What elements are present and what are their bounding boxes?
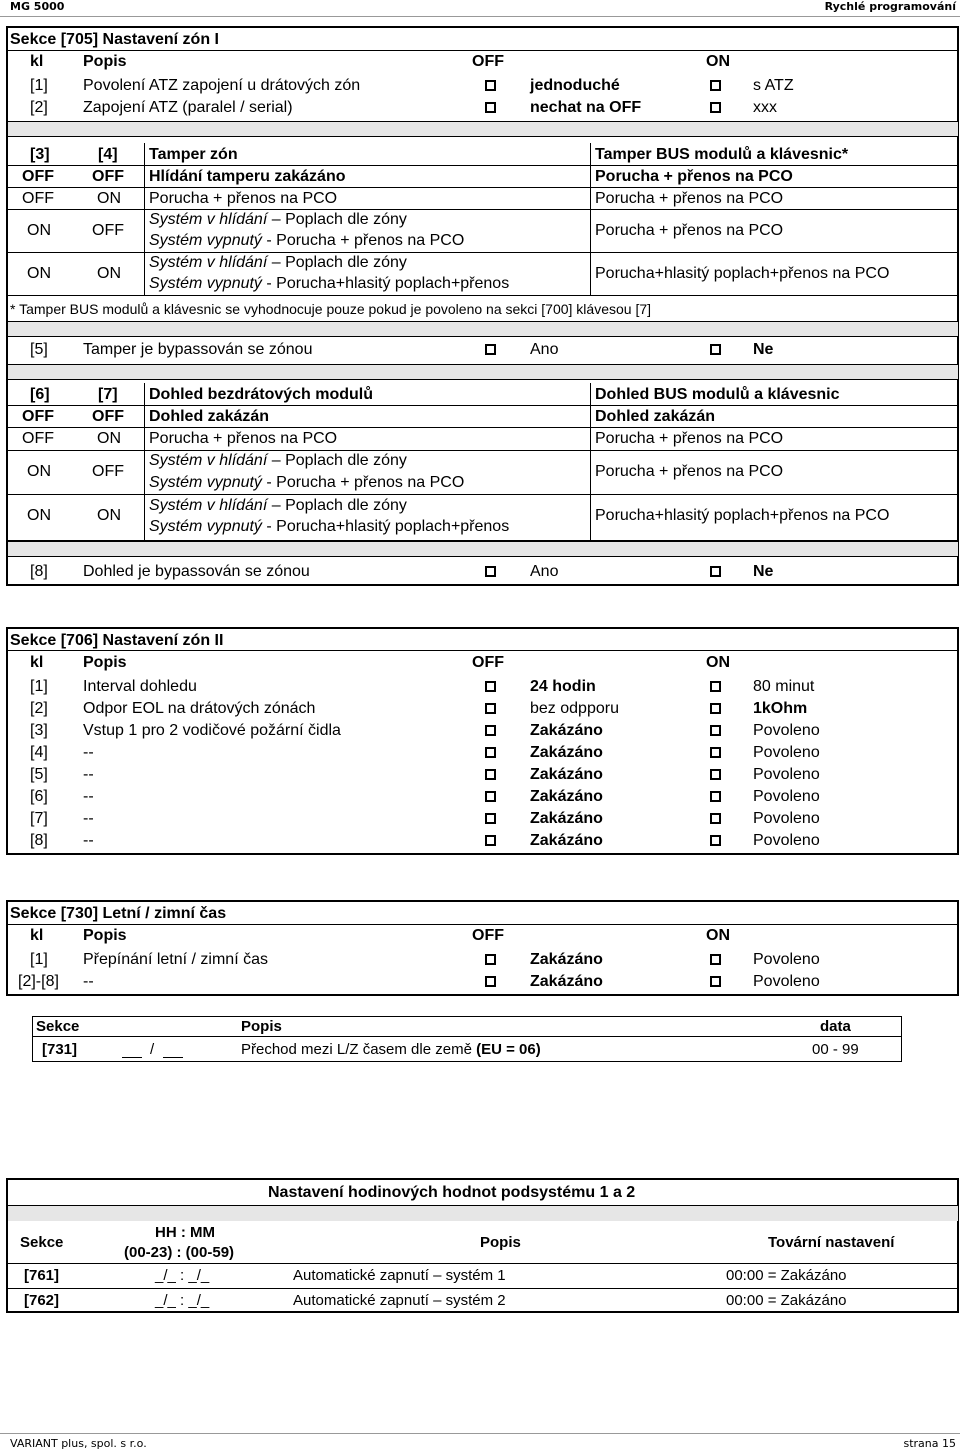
checkbox-off[interactable]: [485, 769, 496, 780]
row-key: [5]: [30, 341, 48, 358]
divider: [8, 187, 958, 188]
tamper-d-line2: [149, 274, 509, 294]
tamper-c-line2: [149, 231, 464, 251]
hours-row-popis: Automatické zapnutí – systém 1: [293, 1267, 506, 1284]
row-desc: Vstup 1 pro 2 vodičové požární čidla: [83, 722, 341, 739]
separator-band: [8, 1205, 958, 1221]
checkbox-off[interactable]: [485, 80, 496, 91]
option-on: Povoleno: [753, 744, 820, 761]
s731-data: 00 - 99: [812, 1041, 859, 1058]
divider: [8, 1288, 958, 1289]
section-730-title: Sekce [730] Letní / zimní čas: [10, 905, 227, 922]
mode-disarmed: Systém vypnutý: [149, 474, 262, 491]
dohled-c-right: Porucha + přenos na PCO: [595, 463, 784, 480]
tamper-c3: ON: [27, 222, 51, 239]
row-desc: Interval dohledu: [83, 678, 197, 695]
option-off: 24 hodin: [530, 678, 596, 695]
tamper-d-right: Porucha+hlasitý poplach+přenos na PCO: [595, 265, 890, 282]
hours-h-tovarni: Tovární nastavení: [768, 1234, 895, 1251]
mode-armed: Systém v hlídání: [149, 254, 268, 271]
option-off: bez odpporu: [530, 700, 619, 717]
footer-rule: [0, 1433, 960, 1434]
divider: [8, 1263, 958, 1264]
option-on: Povoleno: [753, 832, 820, 849]
dohled-b7: ON: [97, 430, 121, 447]
dohled-c-line2: [149, 473, 464, 493]
row-key: [6]: [30, 788, 48, 805]
row-desc: Tamper je bypassován se zónou: [83, 341, 313, 358]
divider: [8, 427, 958, 428]
dohled-a7: OFF: [92, 408, 124, 425]
option-off: Zakázáno: [530, 951, 603, 968]
tamper-a3: OFF: [22, 168, 54, 185]
checkbox-on[interactable]: [710, 835, 721, 846]
checkbox-on[interactable]: [710, 747, 721, 758]
checkbox-off[interactable]: [485, 954, 496, 965]
option-on: Ne: [753, 341, 774, 358]
mode-disarmed-action: - Porucha+hlasitý poplach+přenos: [261, 275, 510, 292]
divider: [8, 165, 958, 166]
hours-row-tovarni: 00:00 = Zakázáno: [726, 1292, 847, 1309]
row-key: [1]: [30, 77, 48, 94]
mode-disarmed-action: - Porucha + přenos na PCO: [261, 232, 465, 249]
option-on: 80 minut: [753, 678, 815, 695]
row-key: [2]-[8]: [18, 973, 59, 990]
hours-row-sekce: [761]: [24, 1267, 60, 1284]
tamper-a-right: Porucha + přenos na PCO: [595, 168, 793, 185]
option-on: Ne: [753, 563, 774, 580]
option-on: Povoleno: [753, 788, 820, 805]
row-key: [2]: [30, 700, 48, 717]
col-off: OFF: [472, 927, 504, 944]
mode-armed-action: – Poplach dle zóny: [267, 452, 407, 469]
col-popis: Popis: [83, 927, 127, 944]
row-desc: Dohled je bypassován se zónou: [83, 563, 310, 580]
dohled-h-right: Dohled BUS modulů a klávesnic: [595, 386, 840, 403]
dohled-c6: ON: [27, 463, 51, 480]
mode-armed-action: – Poplach dle zóny: [267, 211, 407, 228]
checkbox-off[interactable]: [485, 725, 496, 736]
row-key: [1]: [30, 951, 48, 968]
input-blank[interactable]: [122, 1057, 142, 1058]
tamper-b-right: Porucha + přenos na PCO: [595, 190, 784, 207]
checkbox-on[interactable]: [710, 976, 721, 987]
divider: [8, 494, 958, 495]
s731-popis-bold: (EU = 06): [476, 1041, 541, 1058]
mode-armed: Systém v hlídání: [149, 452, 268, 469]
option-off: nechat na OFF: [530, 99, 642, 116]
divider: [6, 924, 959, 925]
checkbox-off[interactable]: [485, 791, 496, 802]
option-off: Zakázáno: [530, 832, 603, 849]
s731-popis-text: Přechod mezi L/Z časem dle země: [241, 1041, 472, 1058]
separator-band: [8, 541, 958, 557]
hours-h-hhmm: HH : MM: [155, 1224, 215, 1241]
dohled-h6: [6]: [30, 386, 50, 403]
option-on: Povoleno: [753, 973, 820, 990]
input-blank[interactable]: [163, 1057, 183, 1058]
dohled-b-right: Porucha + přenos na PCO: [595, 430, 784, 447]
row-key: [1]: [30, 678, 48, 695]
tamper-b4: ON: [97, 190, 121, 207]
option-off: Zakázáno: [530, 810, 603, 827]
checkbox-off[interactable]: [485, 747, 496, 758]
option-off: jednoduché: [530, 77, 620, 94]
footer-right: strana 15: [903, 1437, 956, 1450]
s731-header-data: data: [820, 1018, 851, 1035]
dohled-b6: OFF: [22, 430, 54, 447]
dohled-a-left: Dohled zakázán: [149, 408, 270, 425]
hours-row-value[interactable]: _/_ : _/_: [155, 1292, 210, 1309]
option-on: 1kOhm: [753, 700, 808, 717]
mode-disarmed: Systém vypnutý: [149, 518, 262, 535]
checkbox-on[interactable]: [710, 102, 721, 113]
mode-disarmed: Systém vypnutý: [149, 275, 262, 292]
checkbox-on[interactable]: [710, 813, 721, 824]
option-off: Zakázáno: [530, 766, 603, 783]
row-key: [7]: [30, 810, 48, 827]
footer-left: VARIANT plus, spol. s r.o.: [10, 1437, 147, 1450]
mode-armed-action: – Poplach dle zóny: [267, 497, 407, 514]
header-left: MG 5000: [10, 0, 65, 13]
hours-row-sekce: [762]: [24, 1292, 60, 1309]
row-desc: --: [83, 810, 94, 827]
row-desc: Zapojení ATZ (paralel / serial): [83, 99, 293, 116]
dohled-d7: ON: [97, 507, 121, 524]
s731-header-popis: Popis: [241, 1018, 282, 1035]
checkbox-off[interactable]: [485, 566, 496, 577]
tamper-c-right: Porucha + přenos na PCO: [595, 222, 784, 239]
col-kl: kl: [30, 927, 44, 944]
dohled-h-left: Dohled bezdrátových modulů: [149, 386, 374, 403]
row-desc: --: [83, 832, 94, 849]
col-kl: kl: [30, 53, 44, 70]
checkbox-off[interactable]: [485, 102, 496, 113]
s731-sekce: [731]: [42, 1041, 78, 1058]
row-desc: --: [83, 766, 94, 783]
checkbox-off[interactable]: [485, 835, 496, 846]
dohled-h7: [7]: [98, 386, 118, 403]
col-popis: Popis: [83, 53, 127, 70]
divider: [590, 383, 591, 541]
header-rule: [0, 16, 960, 17]
row-desc: --: [83, 788, 94, 805]
separator-band: [8, 364, 958, 380]
tamper-a4: OFF: [92, 168, 124, 185]
s731-header-sekce: Sekce: [36, 1018, 80, 1035]
row-desc: --: [83, 744, 94, 761]
hours-title: Nastavení hodinových hodnot podsystému 1 a 2: [268, 1184, 636, 1201]
divider: [8, 295, 958, 296]
checkbox-off[interactable]: [485, 703, 496, 714]
s731-slash: /: [150, 1041, 155, 1058]
option-on: xxx: [753, 99, 777, 116]
hours-h-range: (00-23) : (00-59): [124, 1244, 235, 1261]
dohled-d-right: Porucha+hlasitý poplach+přenos na PCO: [595, 507, 890, 524]
tamper-d3: ON: [27, 265, 51, 282]
option-on: Povoleno: [753, 766, 820, 783]
option-on: s ATZ: [753, 77, 794, 94]
dohled-b-left: Porucha + přenos na PCO: [149, 430, 338, 447]
hours-row-value[interactable]: _/_ : _/_: [155, 1267, 210, 1284]
tamper-b-left: Porucha + přenos na PCO: [149, 190, 338, 207]
checkbox-on[interactable]: [710, 566, 721, 577]
row-key: [3]: [30, 722, 48, 739]
tamper-h-right: Tamper BUS modulů a klávesnic*: [595, 146, 849, 163]
row-desc: Odpor EOL na drátových zónách: [83, 700, 316, 717]
row-desc: Přepínání letní / zimní čas: [83, 951, 268, 968]
header-right: Rychlé programování: [824, 0, 956, 13]
hours-row-tovarni: 00:00 = Zakázáno: [726, 1267, 847, 1284]
row-key: [5]: [30, 766, 48, 783]
tamper-h-left: Tamper zón: [149, 146, 238, 163]
checkbox-on[interactable]: [710, 791, 721, 802]
mode-armed: Systém v hlídání: [149, 211, 268, 228]
tamper-d-line1: [149, 253, 407, 273]
row-key: [8]: [30, 563, 48, 580]
row-key: [4]: [30, 744, 48, 761]
col-off: OFF: [472, 53, 504, 70]
s731-popis: [241, 1040, 541, 1060]
option-off: Ano: [530, 341, 559, 358]
option-on: Povoleno: [753, 810, 820, 827]
tamper-h4: [4]: [98, 146, 118, 163]
hours-row-popis: Automatické zapnutí – systém 2: [293, 1292, 506, 1309]
col-on: ON: [706, 53, 730, 70]
checkbox-off[interactable]: [485, 976, 496, 987]
checkbox-off[interactable]: [485, 813, 496, 824]
dohled-d-line2: [149, 517, 509, 537]
tamper-note: * Tamper BUS modulů a klávesnic se vyhodnocuje pouze pokud je povoleno na sekci [700] klávesou [7]: [10, 301, 652, 317]
section-705-title: Sekce [705] Nastavení zón I: [10, 31, 219, 48]
section-706-title: Sekce [706] Nastavení zón II: [10, 632, 224, 649]
dohled-a-right: Dohled zakázán: [595, 408, 716, 425]
dohled-d6: ON: [27, 507, 51, 524]
checkbox-on[interactable]: [710, 725, 721, 736]
option-on: Povoleno: [753, 951, 820, 968]
mode-disarmed-action: - Porucha + přenos na PCO: [261, 474, 465, 491]
checkbox-on[interactable]: [710, 954, 721, 965]
col-off: OFF: [472, 654, 504, 671]
checkbox-on[interactable]: [710, 80, 721, 91]
hours-h-sekce: Sekce: [20, 1234, 64, 1251]
divider: [8, 405, 958, 406]
option-on: Povoleno: [753, 722, 820, 739]
option-off: Zakázáno: [530, 722, 603, 739]
divider: [6, 50, 959, 51]
tamper-c-line1: [149, 210, 407, 230]
col-on: ON: [706, 654, 730, 671]
divider: [144, 383, 145, 541]
separator-band: [8, 321, 958, 337]
row-desc: Povolení ATZ zapojení u drátových zón: [83, 77, 361, 94]
mode-disarmed: Systém vypnutý: [149, 232, 262, 249]
option-off: Zakázáno: [530, 788, 603, 805]
option-off: Zakázáno: [530, 744, 603, 761]
row-key: [8]: [30, 832, 48, 849]
col-on: ON: [706, 927, 730, 944]
checkbox-on[interactable]: [710, 681, 721, 692]
hours-h-popis: Popis: [480, 1234, 521, 1251]
tamper-h3: [3]: [30, 146, 50, 163]
tamper-d4: ON: [97, 265, 121, 282]
mode-armed: Systém v hlídání: [149, 497, 268, 514]
dohled-c-line1: [149, 451, 407, 471]
checkbox-on[interactable]: [710, 769, 721, 780]
dohled-c7: OFF: [92, 463, 124, 480]
col-popis: Popis: [83, 654, 127, 671]
dohled-a6: OFF: [22, 408, 54, 425]
mode-disarmed-action: - Porucha+hlasitý poplach+přenos: [261, 518, 510, 535]
checkbox-on[interactable]: [710, 344, 721, 355]
separator-band: [8, 121, 958, 137]
col-kl: kl: [30, 654, 44, 671]
tamper-b3: OFF: [22, 190, 54, 207]
tamper-a-left: Hlídání tamperu zakázáno: [149, 168, 346, 185]
divider: [32, 1036, 902, 1037]
checkbox-off[interactable]: [485, 344, 496, 355]
row-key: [2]: [30, 99, 48, 116]
row-desc: --: [83, 973, 94, 990]
tamper-c4: OFF: [92, 222, 124, 239]
checkbox-on[interactable]: [710, 703, 721, 714]
checkbox-off[interactable]: [485, 681, 496, 692]
mode-armed-action: – Poplach dle zóny: [267, 254, 407, 271]
dohled-d-line1: [149, 496, 407, 516]
option-off: Ano: [530, 563, 559, 580]
option-off: Zakázáno: [530, 973, 603, 990]
